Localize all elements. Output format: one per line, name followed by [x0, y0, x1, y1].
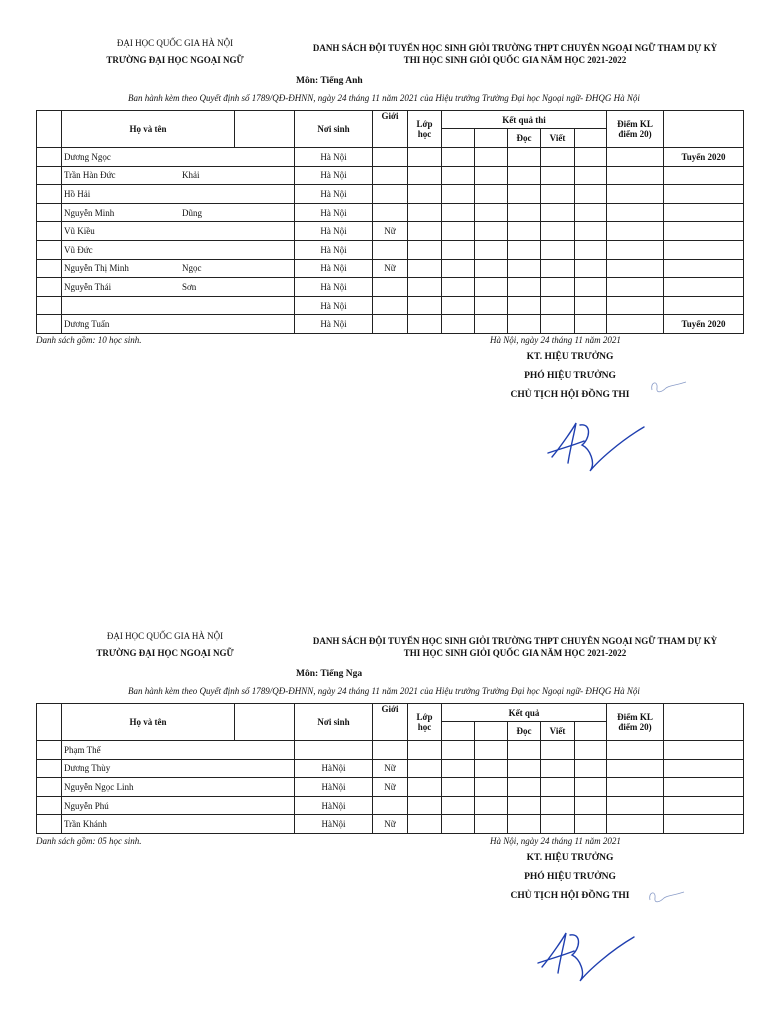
reading-cell — [508, 222, 541, 241]
student-name: Trần Hàn Đức — [64, 170, 116, 181]
name-header: Họ và tên — [62, 704, 235, 741]
class-cell — [408, 148, 442, 167]
student-name-cell — [62, 148, 295, 167]
student-name: Dương Ngọc — [64, 151, 111, 162]
row-index — [37, 759, 62, 778]
class-cell — [408, 166, 442, 185]
result-cell-2 — [475, 296, 508, 315]
result-cell-1 — [442, 148, 475, 167]
student-name: Nguyễn Thái — [64, 281, 112, 292]
gender-cell: Nữ — [373, 815, 408, 834]
result-cell-2 — [475, 796, 508, 815]
score-cell — [607, 815, 664, 834]
score-cell — [607, 741, 664, 760]
result-cell-1 — [442, 815, 475, 834]
result-cell-2 — [475, 315, 508, 334]
writing-cell — [541, 278, 575, 297]
score-cell — [607, 185, 664, 204]
gender-cell — [373, 148, 408, 167]
class-cell — [408, 315, 442, 334]
student-name: Nguyễn Thị Minh — [64, 263, 129, 274]
row-index — [37, 148, 62, 167]
result-header: Kết quả — [442, 704, 607, 722]
school-name: TRƯỜNG ĐẠI HỌC NGOẠI NGỮ — [106, 55, 244, 65]
result-cell-5 — [575, 759, 607, 778]
sign-title-2: PHÓ HIỆU TRƯỞNG — [524, 371, 616, 381]
result-cell-5 — [575, 296, 607, 315]
title-line-1: DANH SÁCH ĐỘI TUYỂN HỌC SINH GIỎI TRƯỜNG THPT CHUYÊN NGOẠI NGỮ THAM DỰ KỲ — [312, 43, 718, 53]
class-header — [408, 111, 442, 148]
result-cell-1 — [442, 166, 475, 185]
row-index — [37, 741, 62, 760]
sign-title-3: CHỦ TỊCH HỘI ĐỒNG THI — [510, 891, 630, 901]
reading-cell — [508, 796, 541, 815]
score-cell — [607, 778, 664, 797]
birthplace-header: Nơi sinh — [295, 111, 373, 148]
row-index — [37, 166, 62, 185]
student-name: Dương Tuấn — [64, 319, 110, 330]
signature-mark — [540, 405, 650, 477]
row-index — [37, 315, 62, 334]
sign-title-1: KT. HIỆU TRƯỞNG — [526, 853, 614, 863]
writing-cell — [541, 778, 575, 797]
score-cell — [607, 259, 664, 278]
result-cell-1 — [442, 296, 475, 315]
sub-col-2 — [475, 129, 508, 148]
gender-cell — [373, 203, 408, 222]
result-cell-1 — [442, 759, 475, 778]
table-row — [37, 203, 744, 222]
result-cell-2 — [475, 778, 508, 797]
writing-cell — [541, 815, 575, 834]
result-cell-1 — [442, 203, 475, 222]
score-cell — [607, 296, 664, 315]
reading-cell — [508, 815, 541, 834]
birthplace-cell: Hà Nội — [295, 296, 373, 315]
result-cell-1 — [442, 240, 475, 259]
birthplace-cell: Hà Nội — [295, 185, 373, 204]
writing-cell — [541, 796, 575, 815]
student-given-name: Khải — [182, 170, 200, 181]
student-name: Nguyễn Minh — [64, 207, 115, 218]
result-cell-2 — [475, 222, 508, 241]
document-title — [290, 42, 740, 66]
student-name-cell — [62, 741, 295, 760]
score-header-bottom: điểm 20) — [618, 129, 652, 139]
reading-cell — [508, 315, 541, 334]
result-cell-1 — [442, 222, 475, 241]
row-index — [37, 240, 62, 259]
score-cell — [607, 203, 664, 222]
student-name: Nguyễn Ngọc Linh — [64, 781, 134, 792]
gender-cell — [373, 166, 408, 185]
score-header-bottom: điểm 20) — [618, 722, 652, 732]
gender-cell — [373, 296, 408, 315]
subject-label-2: Môn: Tiếng Nga — [296, 669, 363, 679]
result-cell-2 — [475, 203, 508, 222]
row-index — [37, 259, 62, 278]
score-header — [607, 704, 664, 741]
result-cell-5 — [575, 796, 607, 815]
student-given-name: Dũng — [182, 207, 202, 218]
writing-cell — [541, 296, 575, 315]
result-cell-2 — [475, 759, 508, 778]
score-cell — [607, 278, 664, 297]
university-name-2: ĐẠI HỌC QUỐC GIA HÀ NỘI — [106, 631, 224, 641]
birthplace-cell: Hà Nội — [295, 278, 373, 297]
table-header-row — [37, 704, 744, 722]
birthplace-cell: HàNội — [295, 815, 373, 834]
school-name-2: TRƯỜNG ĐẠI HỌC NGOẠI NGỮ — [96, 648, 234, 658]
class-header — [408, 704, 442, 741]
table-row — [37, 166, 744, 185]
reading-cell — [508, 296, 541, 315]
student-name: Vũ Đức — [64, 244, 93, 255]
initial-mark — [648, 376, 688, 398]
writing-header: Viết — [541, 722, 575, 741]
result-cell-1 — [442, 278, 475, 297]
table-body — [37, 741, 744, 834]
sub-col-5 — [575, 722, 607, 741]
reading-header: Đọc — [508, 722, 541, 741]
sub-col-2 — [475, 722, 508, 741]
row-index — [37, 778, 62, 797]
birthplace-cell: Hà Nội — [295, 148, 373, 167]
note-header — [664, 704, 744, 741]
result-cell-5 — [575, 240, 607, 259]
class-cell — [408, 185, 442, 204]
row-index — [37, 222, 62, 241]
reading-cell — [508, 166, 541, 185]
table-row — [37, 296, 744, 315]
gender-cell — [373, 278, 408, 297]
student-name-cell — [62, 796, 295, 815]
result-cell-2 — [475, 166, 508, 185]
note-cell — [664, 185, 744, 204]
score-header-top: Điểm KL — [617, 712, 653, 722]
student-table — [36, 110, 744, 334]
result-cell-2 — [475, 741, 508, 760]
class-cell — [408, 815, 442, 834]
result-cell-2 — [475, 815, 508, 834]
class-cell — [408, 278, 442, 297]
student-name-cell — [62, 240, 295, 259]
sign-title-1: KT. HIỆU TRƯỞNG — [526, 352, 614, 362]
table-row — [37, 778, 744, 797]
reading-header: Đọc — [508, 129, 541, 148]
birthplace-cell: Hà Nội — [295, 203, 373, 222]
score-header-top: Điểm KL — [617, 119, 653, 129]
date-line: Hà Nội, ngày 24 tháng 11 năm 2021 — [490, 335, 621, 345]
writing-cell — [541, 759, 575, 778]
birthplace-cell: Hà Nội — [295, 259, 373, 278]
score-cell — [607, 759, 664, 778]
result-cell-1 — [442, 315, 475, 334]
score-cell — [607, 148, 664, 167]
student-name-cell — [62, 815, 295, 834]
result-cell-5 — [575, 315, 607, 334]
given-header — [235, 111, 295, 148]
note-cell — [664, 815, 744, 834]
birthplace-cell — [295, 741, 373, 760]
writing-header: Viết — [541, 129, 575, 148]
list-summary-2: Danh sách gồm: 05 học sinh. — [36, 836, 142, 846]
table-body — [37, 148, 744, 334]
class-cell — [408, 259, 442, 278]
result-cell-1 — [442, 796, 475, 815]
score-cell — [607, 166, 664, 185]
reading-cell — [508, 778, 541, 797]
student-name-cell — [62, 315, 295, 334]
reading-cell — [508, 240, 541, 259]
note-cell — [664, 222, 744, 241]
student-name: Dương Thùy — [64, 763, 111, 774]
note-cell — [664, 796, 744, 815]
result-cell-5 — [575, 259, 607, 278]
score-cell — [607, 315, 664, 334]
note-cell: Tuyển 2020 — [664, 148, 744, 167]
student-name: Nguyễn Phú — [64, 800, 109, 811]
gender-cell — [373, 240, 408, 259]
row-index — [37, 185, 62, 204]
writing-cell — [541, 185, 575, 204]
class-cell — [408, 759, 442, 778]
row-index — [37, 796, 62, 815]
decree-line-2: Ban hành kèm theo Quyết định số 1789/QĐ-ĐHNN, ngày 24 tháng 11 năm 2021 của Hiệu trưởng Trường Đại học Ngoại ngữ- ĐHQG Hà Nội — [128, 686, 640, 696]
note-cell — [664, 778, 744, 797]
table-row — [37, 815, 744, 834]
result-cell-5 — [575, 815, 607, 834]
result-cell-2 — [475, 278, 508, 297]
result-cell-5 — [575, 203, 607, 222]
reading-cell — [508, 278, 541, 297]
score-cell — [607, 240, 664, 259]
initial-mark-2 — [646, 886, 686, 908]
result-cell-2 — [475, 185, 508, 204]
writing-cell — [541, 259, 575, 278]
row-index — [37, 296, 62, 315]
row-index — [37, 278, 62, 297]
result-cell-1 — [442, 259, 475, 278]
student-name-cell — [62, 778, 295, 797]
table-row — [37, 240, 744, 259]
gender-cell: Nữ — [373, 222, 408, 241]
gender-header: Giới — [373, 111, 408, 148]
decree-line: Ban hành kèm theo Quyết định số 1789/QĐ-ĐHNN, ngày 24 tháng 11 năm 2021 của Hiệu trưởng Trường Đại học Ngoại ngữ- ĐHQG Hà Nội — [128, 93, 640, 103]
writing-cell — [541, 315, 575, 334]
birthplace-cell: Hà Nội — [295, 222, 373, 241]
writing-cell — [541, 222, 575, 241]
student-name: Hồ Hải — [64, 188, 91, 199]
class-header-bottom: học — [417, 722, 432, 732]
result-cell-2 — [475, 240, 508, 259]
student-name-cell — [62, 759, 295, 778]
signature-titles-2 — [490, 849, 650, 906]
table-row — [37, 796, 744, 815]
birthplace-cell: HàNội — [295, 759, 373, 778]
student-name-cell — [62, 222, 295, 241]
score-cell — [607, 796, 664, 815]
class-cell — [408, 296, 442, 315]
gender-cell — [373, 185, 408, 204]
student-name: Vũ Kiều — [64, 226, 95, 237]
sub-col-1 — [442, 722, 475, 741]
birthplace-cell: HàNội — [295, 796, 373, 815]
gender-cell: Nữ — [373, 259, 408, 278]
table-row — [37, 222, 744, 241]
student-name-cell — [62, 278, 295, 297]
university-name: ĐẠI HỌC QUỐC GIA HÀ NỘI — [116, 38, 234, 48]
table-header-row — [37, 111, 744, 129]
note-cell — [664, 166, 744, 185]
birthplace-cell: Hà Nội — [295, 166, 373, 185]
sign-title-3: CHỦ TỊCH HỘI ĐỒNG THI — [510, 390, 630, 400]
score-cell — [607, 222, 664, 241]
gender-cell — [373, 741, 408, 760]
reading-cell — [508, 759, 541, 778]
writing-cell — [541, 240, 575, 259]
note-cell: Tuyển 2020 — [664, 315, 744, 334]
student-given-name: Sơn — [182, 281, 197, 292]
reading-cell — [508, 203, 541, 222]
table-row — [37, 759, 744, 778]
subject-label: Môn: Tiếng Anh — [296, 76, 363, 86]
class-header-bottom: học — [417, 129, 432, 139]
result-cell-5 — [575, 148, 607, 167]
table-row — [37, 278, 744, 297]
date-line-2: Hà Nội, ngày 24 tháng 11 năm 2021 — [490, 836, 621, 846]
birthplace-header: Nơi sinh — [295, 704, 373, 741]
table-row — [37, 315, 744, 334]
result-cell-5 — [575, 778, 607, 797]
class-header-top: Lớp — [416, 119, 433, 129]
result-cell-2 — [475, 259, 508, 278]
class-cell — [408, 741, 442, 760]
writing-cell — [541, 148, 575, 167]
table-row — [37, 148, 744, 167]
university-header — [60, 35, 290, 69]
student-table-2 — [36, 703, 744, 834]
row-index — [37, 815, 62, 834]
sub-col-5 — [575, 129, 607, 148]
gender-cell: Nữ — [373, 759, 408, 778]
table-row — [37, 185, 744, 204]
signature-titles — [490, 348, 650, 405]
index-header — [37, 704, 62, 741]
result-cell-5 — [575, 185, 607, 204]
class-cell — [408, 796, 442, 815]
sub-col-1 — [442, 129, 475, 148]
result-cell-1 — [442, 185, 475, 204]
student-name: Phạm Thế — [64, 744, 101, 755]
sign-title-2: PHÓ HIỆU TRƯỞNG — [524, 872, 616, 882]
note-cell — [664, 203, 744, 222]
birthplace-cell: Hà Nội — [295, 240, 373, 259]
note-cell — [664, 240, 744, 259]
list-summary: Danh sách gồm: 10 học sinh. — [36, 335, 142, 345]
result-cell-1 — [442, 741, 475, 760]
note-cell — [664, 296, 744, 315]
writing-cell — [541, 203, 575, 222]
signature-mark-2 — [530, 915, 640, 987]
result-header: Kết quả thi — [442, 111, 607, 129]
result-cell-5 — [575, 278, 607, 297]
class-cell — [408, 203, 442, 222]
name-header: Họ và tên — [62, 111, 235, 148]
result-cell-1 — [442, 778, 475, 797]
reading-cell — [508, 259, 541, 278]
title-line-1: DANH SÁCH ĐỘI TUYỂN HỌC SINH GIỎI TRƯỜNG THPT CHUYÊN NGOẠI NGỮ THAM DỰ KỲ — [312, 636, 718, 646]
writing-cell — [541, 741, 575, 760]
university-header-2 — [50, 628, 280, 662]
class-cell — [408, 222, 442, 241]
result-cell-5 — [575, 166, 607, 185]
note-cell — [664, 759, 744, 778]
birthplace-cell: HàNội — [295, 778, 373, 797]
gender-cell — [373, 315, 408, 334]
score-header — [607, 111, 664, 148]
class-cell — [408, 778, 442, 797]
gender-cell: Nữ — [373, 778, 408, 797]
index-header — [37, 111, 62, 148]
result-cell-2 — [475, 148, 508, 167]
reading-cell — [508, 185, 541, 204]
result-cell-5 — [575, 222, 607, 241]
result-cell-5 — [575, 741, 607, 760]
row-index — [37, 203, 62, 222]
note-cell — [664, 741, 744, 760]
reading-cell — [508, 148, 541, 167]
student-name-cell — [62, 185, 295, 204]
student-name-cell — [62, 259, 295, 278]
class-cell — [408, 240, 442, 259]
writing-cell — [541, 166, 575, 185]
reading-cell — [508, 741, 541, 760]
student-name-cell — [62, 203, 295, 222]
table-row — [37, 741, 744, 760]
student-name-cell — [62, 166, 295, 185]
class-header-top: Lớp — [416, 712, 433, 722]
given-header — [235, 704, 295, 741]
note-cell — [664, 259, 744, 278]
gender-header: Giới — [373, 704, 408, 741]
student-name-cell — [62, 296, 295, 315]
title-line-2: THI HỌC SINH GIỎI QUỐC GIA NĂM HỌC 2021-2022 — [403, 55, 627, 65]
gender-cell — [373, 796, 408, 815]
student-given-name: Ngọc — [182, 263, 202, 274]
note-cell — [664, 278, 744, 297]
document-title-2 — [290, 635, 740, 659]
note-header — [664, 111, 744, 148]
title-line-2: THI HỌC SINH GIỎI QUỐC GIA NĂM HỌC 2021-2022 — [403, 648, 627, 658]
birthplace-cell: Hà Nội — [295, 315, 373, 334]
table-row — [37, 259, 744, 278]
student-name: Trần Khánh — [64, 819, 107, 830]
